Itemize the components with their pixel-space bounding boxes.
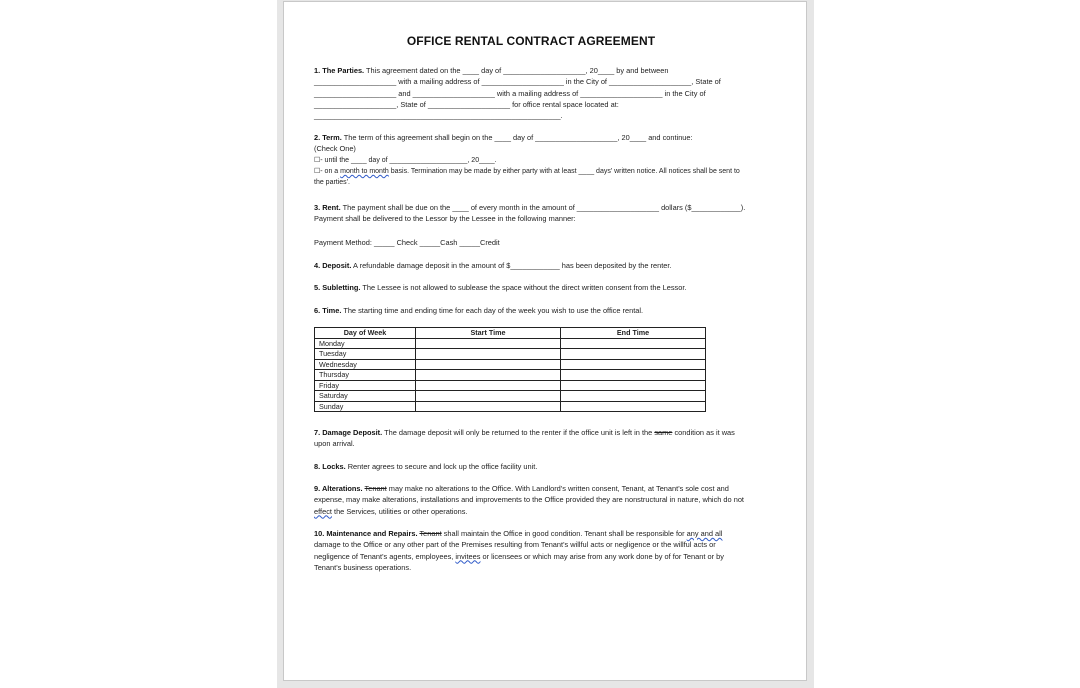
- table-header-row: [315, 328, 706, 339]
- end-time-cell: [561, 391, 706, 402]
- day-cell: Thursday: [315, 370, 416, 381]
- section-time: [314, 305, 750, 316]
- section-maintenance: [314, 528, 750, 573]
- flagged-text: same: [654, 428, 673, 437]
- start-time-cell: [416, 359, 561, 370]
- section-heading: 9. Alterations.: [314, 484, 363, 493]
- section-heading: 5. Subletting.: [314, 283, 361, 292]
- term-option-monthly-text: basis. Termination may be made by either party with at least ____ days' written notice. All notices shall be sent to the parties'.: [314, 167, 740, 187]
- day-cell: Monday: [315, 338, 416, 349]
- column-header-end: End Time: [561, 328, 706, 339]
- term-option-until: ☐- until the ____ day of ____________________, 20____.: [314, 156, 497, 164]
- end-time-cell: [561, 370, 706, 381]
- term-option-monthly-prefix: ☐- on a: [314, 167, 339, 175]
- start-time-cell: [416, 370, 561, 381]
- column-header-day: Day of Week: [315, 328, 416, 339]
- flagged-text: any and all: [686, 529, 723, 538]
- check-one-note: (Check One): [314, 144, 356, 154]
- section-text: The term of this agreement shall begin on the ____ day of ____________________, 20____ and continue:: [343, 133, 693, 142]
- section-text: condition as it was upon arrival.: [314, 428, 735, 449]
- end-time-cell: [561, 401, 706, 412]
- day-cell: Wednesday: [315, 359, 416, 370]
- section-heading: 6. Time.: [314, 306, 342, 315]
- table-row: [315, 380, 706, 391]
- start-time-cell: [416, 391, 561, 402]
- section-heading: 10. Maintenance and Repairs.: [314, 529, 418, 538]
- section-text: shall maintain the Office in good condition. Tenant shall be responsible for: [443, 529, 685, 538]
- section-parties: [314, 65, 750, 121]
- start-time-cell: [416, 380, 561, 391]
- section-text: The starting time and ending time for each day of the week you wish to use the office rental.: [343, 306, 644, 315]
- section-text: The Lessee is not allowed to sublease the space without the direct written consent from the Lessor.: [362, 283, 687, 292]
- section-heading: 7. Damage Deposit.: [314, 428, 383, 437]
- section-heading: 4. Deposit.: [314, 261, 352, 270]
- table-row: [315, 349, 706, 360]
- flagged-text: Tenant: [364, 484, 387, 493]
- section-heading: 2. Term.: [314, 133, 342, 142]
- section-heading: 3. Rent.: [314, 203, 341, 212]
- table-row: [315, 391, 706, 402]
- flagged-text: effect: [314, 506, 332, 516]
- section-damage-deposit: [314, 427, 750, 450]
- table-row: [315, 338, 706, 349]
- day-cell: Sunday: [315, 401, 416, 412]
- payment-method-line: [314, 237, 750, 248]
- document-page: [283, 1, 807, 681]
- section-text: or licensees or which may arise from any work done by of for Tenant or by Tenant's business operations.: [314, 551, 724, 572]
- schedule-table: [314, 327, 706, 412]
- section-text: This agreement dated on the ____ day of ____________________, 20____ by and between ____________________ with a mailing address of ____________________ in the City of ____________________, State of ____________________ and ____________________ with a mailing address of ____________________ in the City of ____________________, State of ____________________ for office rental space located at: ____________________________________________________________.: [314, 66, 721, 121]
- section-text: Renter agrees to secure and lock up the office facility unit.: [347, 462, 538, 471]
- section-alterations: [314, 483, 750, 517]
- day-cell: Tuesday: [315, 349, 416, 360]
- day-cell: Friday: [315, 380, 416, 391]
- flagged-text: month to month: [340, 167, 389, 175]
- section-deposit: [314, 260, 750, 271]
- table-row: [315, 370, 706, 381]
- table-row: [315, 359, 706, 370]
- flagged-text: invitees: [455, 551, 481, 561]
- end-time-cell: [561, 359, 706, 370]
- start-time-cell: [416, 401, 561, 412]
- section-heading: 8. Locks.: [314, 462, 346, 471]
- section-text: the Services, utilities or other operations.: [334, 506, 468, 516]
- column-header-start: Start Time: [416, 328, 561, 339]
- end-time-cell: [561, 349, 706, 360]
- table-row: [315, 401, 706, 412]
- section-rent: [314, 202, 750, 225]
- section-heading: 1. The Parties.: [314, 66, 365, 75]
- end-time-cell: [561, 338, 706, 349]
- section-text: damage to the Office or any other part of the Premises resulting from Tenant's willful acts or negligence or the willful acts or negligence of Tenant's agents, employees,: [314, 540, 716, 561]
- day-cell: Saturday: [315, 391, 416, 402]
- section-text: A refundable damage deposit in the amount of $____________ has been deposited by the renter.: [353, 261, 672, 270]
- section-subletting: [314, 282, 750, 293]
- section-locks: [314, 461, 750, 472]
- start-time-cell: [416, 349, 561, 360]
- document-title: OFFICE RENTAL CONTRACT AGREEMENT: [406, 34, 656, 48]
- flagged-text: Tenant: [419, 529, 442, 538]
- section-term: [314, 132, 750, 188]
- start-time-cell: [416, 338, 561, 349]
- section-text: The payment shall be due on the ____ of every month in the amount of ____________________ dollars ($____________). Payment shall be delivered to the Lessor by the Lessee in the following manner:: [314, 203, 746, 224]
- end-time-cell: [561, 380, 706, 391]
- section-text: The damage deposit will only be returned to the renter if the office unit is left in the: [384, 428, 653, 437]
- section-text: may make no alterations to the Office. With Landlord's written consent, Tenant, at Tenant's sole cost and expense, may make alterations, installations and improvements to the Office provided they are nonstructural in nature, which do not: [314, 484, 744, 505]
- payment-method-text: Payment Method: _____ Check _____Cash _____Credit: [314, 238, 500, 247]
